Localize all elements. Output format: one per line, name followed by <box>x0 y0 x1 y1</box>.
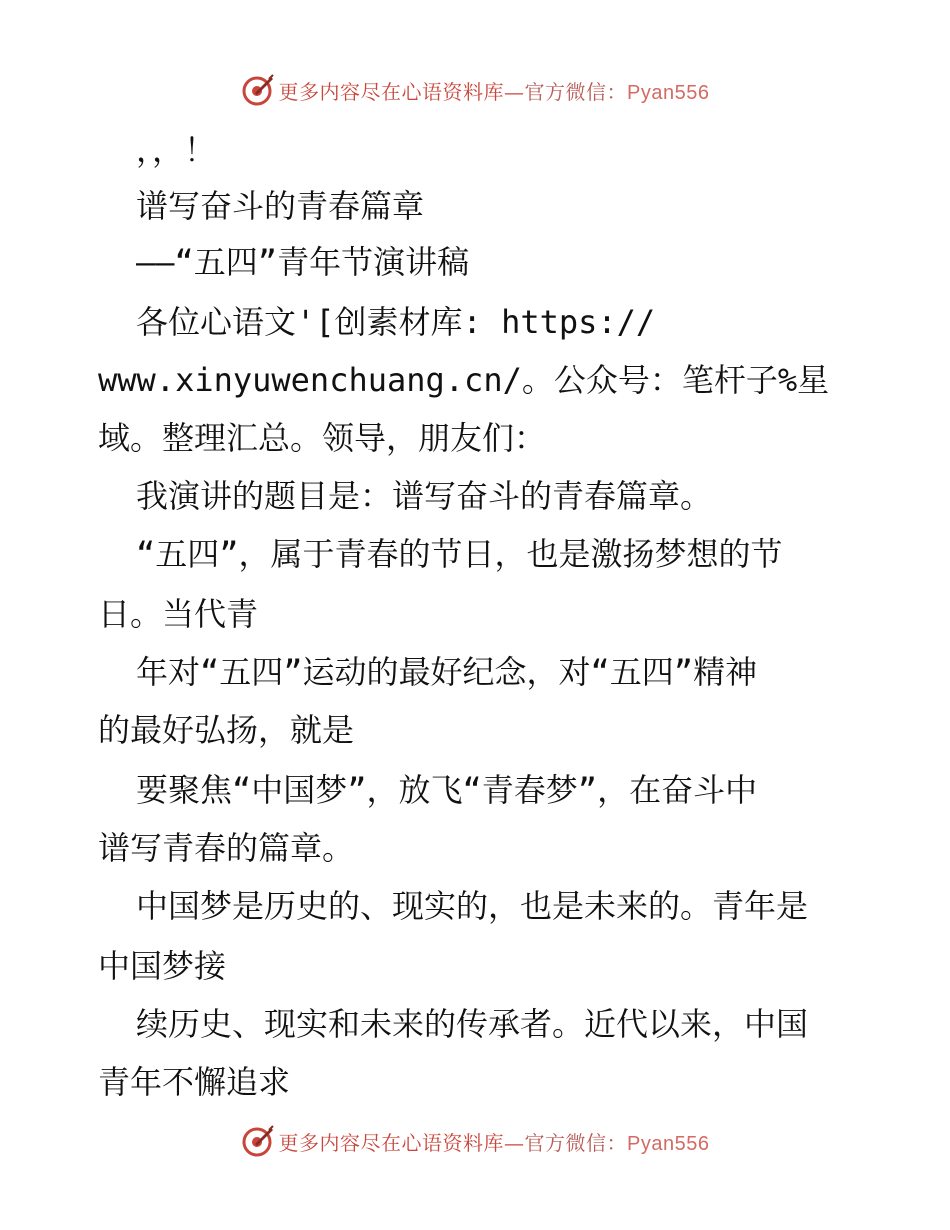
footer-banner <box>0 1121 950 1161</box>
body-line: 年对“五四”运动的最好纪念，对“五四”精神 <box>136 653 758 691</box>
body-line: 青年不懈追求 <box>98 1063 291 1101</box>
footer-wechat-id: Pyan556 <box>627 1132 710 1155</box>
body-line: 要聚焦“中国梦”，放飞“青春梦”，在奋斗中 <box>136 771 758 809</box>
body-line: ——“五四”青年节演讲稿 <box>136 243 470 281</box>
header-banner <box>0 70 950 110</box>
body-line: 各位心语文'[创素材库: https:// <box>136 303 656 341</box>
footer-site-text: 更多内容尽在心语资料库 <box>278 1130 505 1155</box>
header-wechat-id: Pyan556 <box>627 81 710 104</box>
header-dash: — <box>504 79 525 104</box>
header-wechat-label: 官方微信： <box>524 79 628 104</box>
body-line: “五四”，属于青春的节日，也是激扬梦想的节 <box>136 535 783 573</box>
body-line: 谱写青春的篇章。 <box>98 829 355 867</box>
body-line: 域。整理汇总。领导，朋友们： <box>98 419 547 457</box>
body-line: www.xinyuwenchuang.cn/。公众号：笔杆子%星 <box>98 361 830 399</box>
footer-dash: — <box>504 1130 525 1155</box>
body-line: 谱写奋斗的青春篇章 <box>136 187 425 225</box>
footer-wechat-label: 官方微信： <box>524 1130 628 1155</box>
footer-banner-text <box>279 1127 710 1156</box>
body-line: 的最好弘扬，就是 <box>98 711 355 749</box>
body-line: 中国梦是历史的、现实的，也是未来的。青年是 <box>136 887 809 925</box>
body-line: 日。当代青 <box>98 595 259 633</box>
body-line: 续历史、现实和未来的传承者。近代以来，中国 <box>136 1005 809 1043</box>
header-banner-text <box>279 76 710 105</box>
body-line: ，，！ <box>136 131 217 169</box>
body-line: 我演讲的题目是：谱写奋斗的青春篇章。 <box>136 477 713 515</box>
pen-logo-icon <box>241 1124 275 1158</box>
body-line: 中国梦接 <box>98 947 227 985</box>
pen-logo-icon <box>241 73 275 107</box>
header-site-text: 更多内容尽在心语资料库 <box>278 79 505 104</box>
